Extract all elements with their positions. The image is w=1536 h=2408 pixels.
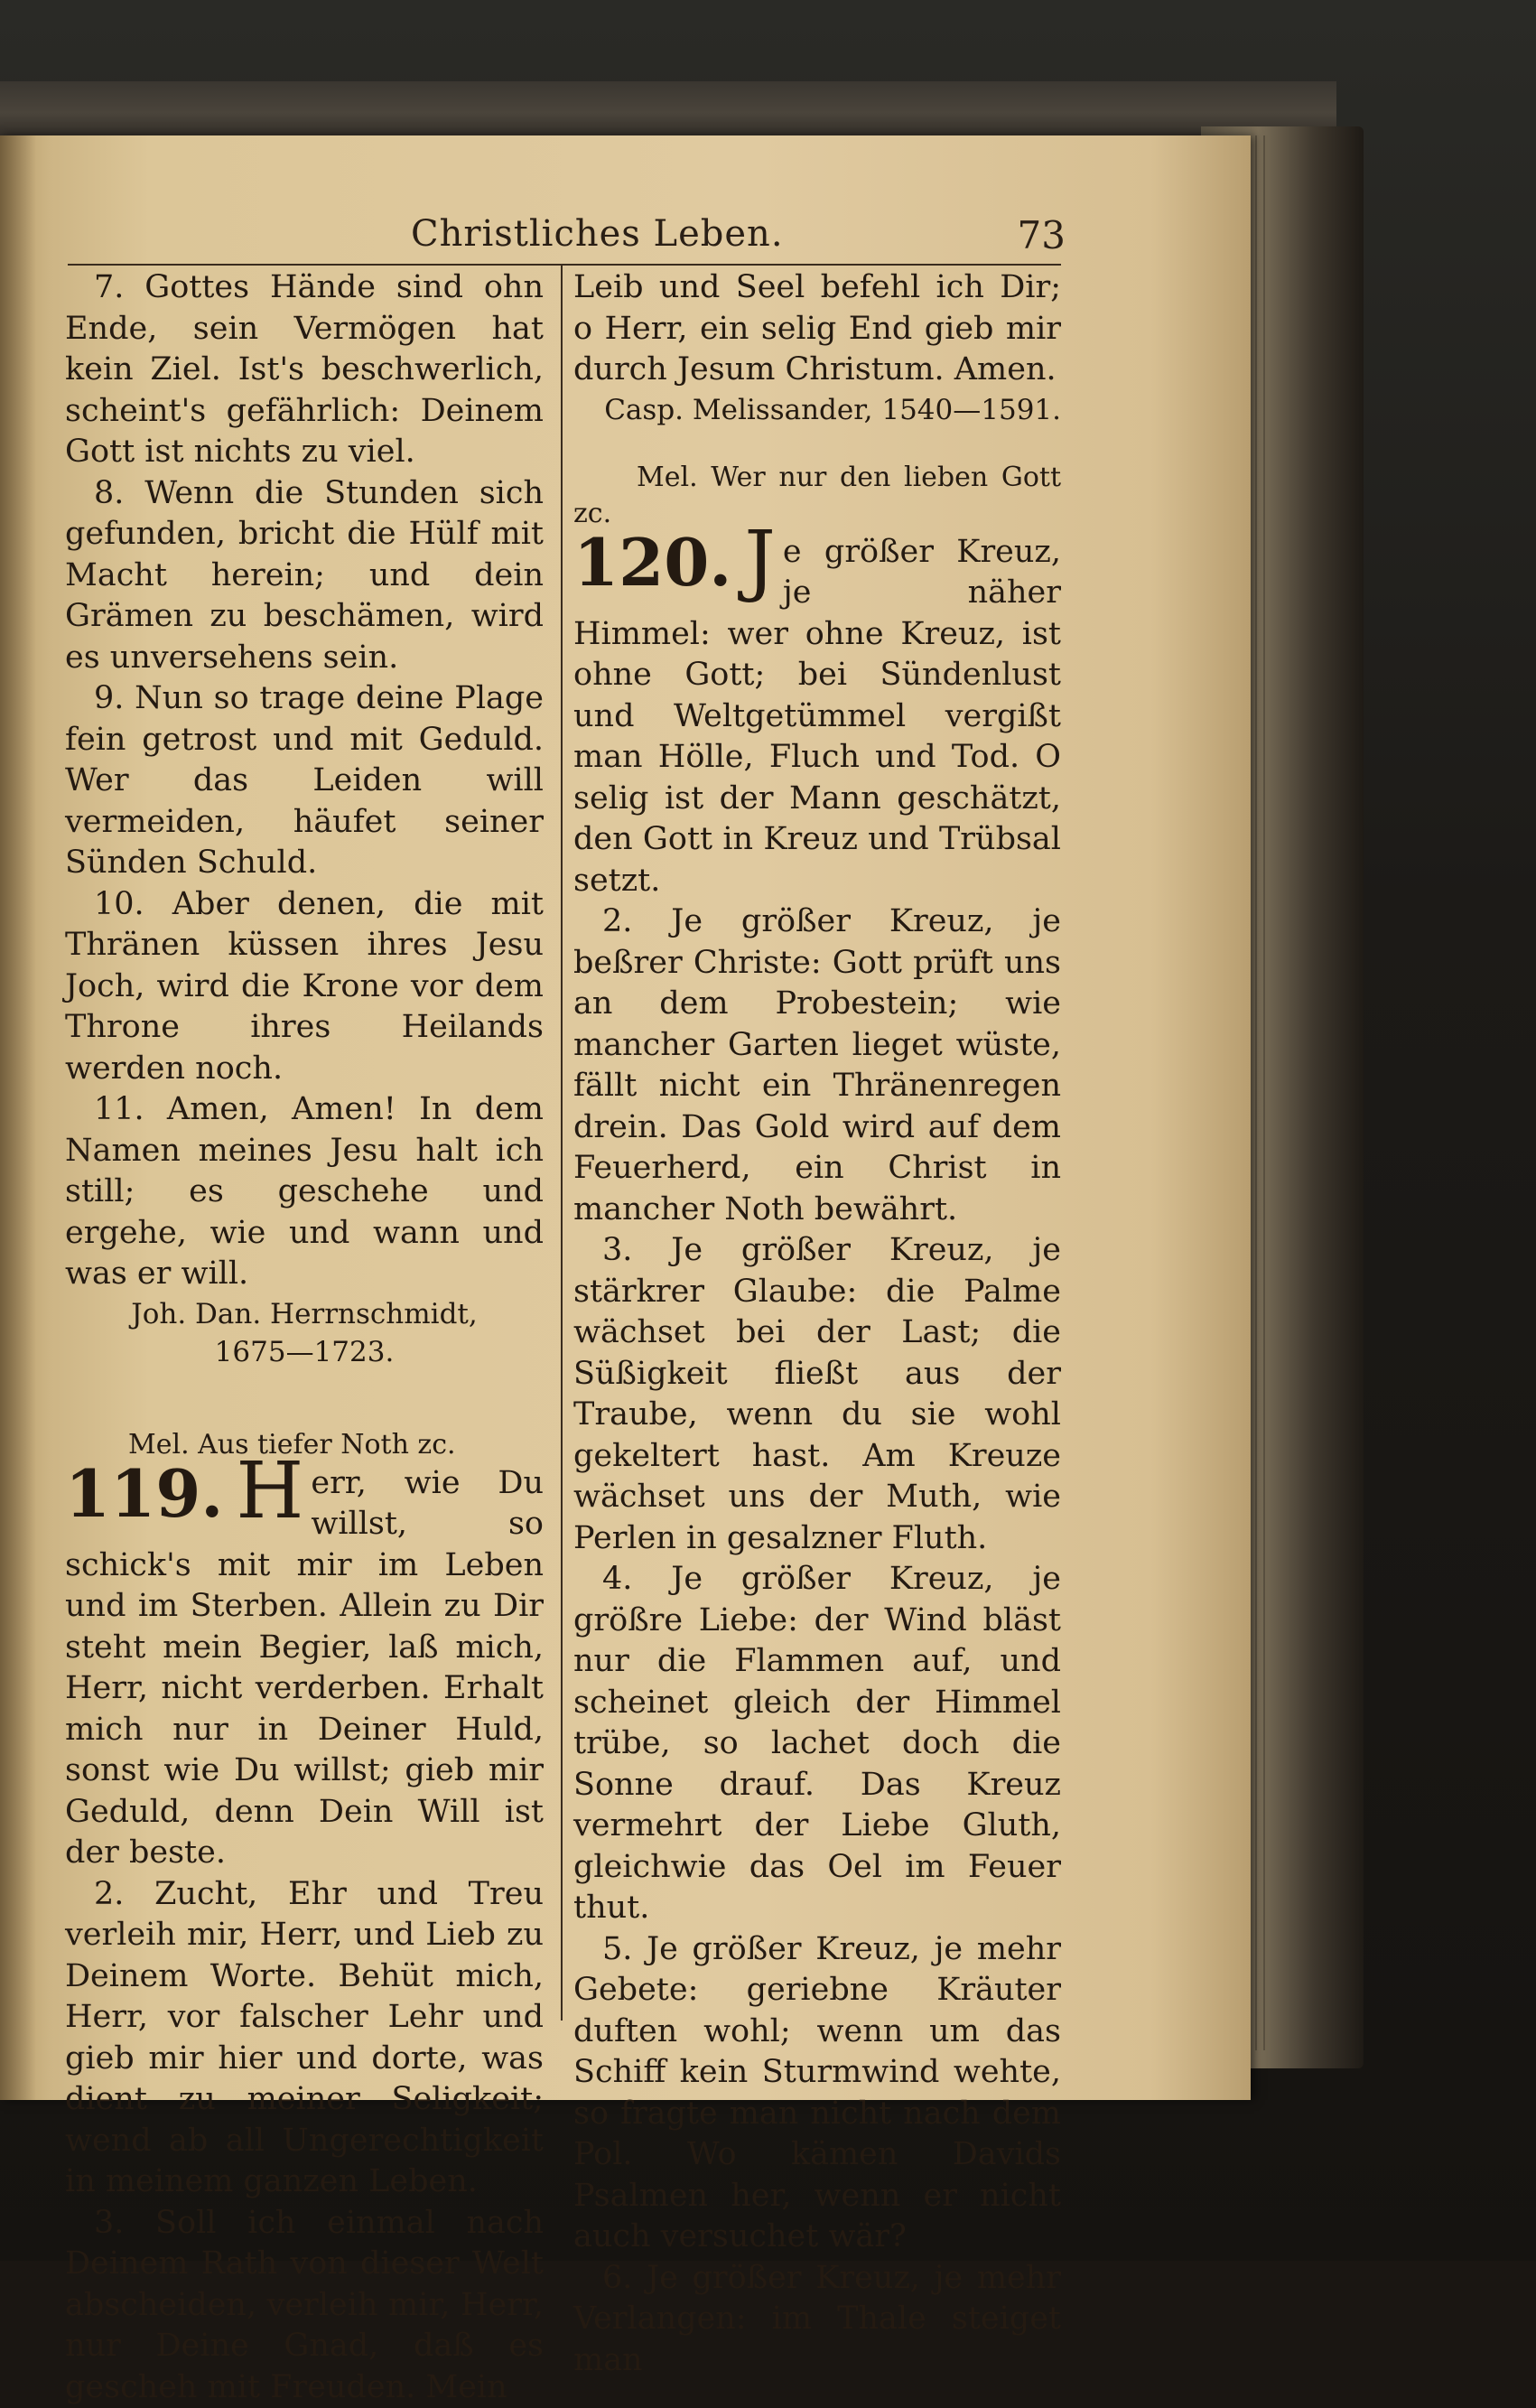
gutter-shadow — [0, 135, 36, 2100]
verse: 2. Zucht, Ehr und Treu verleih mir, Herr, und Lieb zu Deinem Worte. Behüt mich, Herr, vor falscher Lehr und gieb mir hier und dorte, was dient zu meiner Seligkeit; wend ab all Ungerechtigkeit in meinem ganzen Leben. — [65, 1874, 544, 2203]
column-divider — [561, 264, 563, 2021]
hymn-first-verse — [573, 532, 1061, 902]
drop-cap: J — [744, 528, 775, 592]
verse: 6. Je größer Kreuz, je mehr Verlangen: im Thale steiget man — [573, 2258, 1061, 2382]
drop-cap: H — [236, 1460, 303, 1523]
verse-text: err, wie Du willst, so schick's mit mir im Leben und im Sterben. Allein zu Dir steht mein Begier, laß mich, Herr, nicht verderben. Erhalt mich nur in Deiner Huld, sonst wie Du willst; gieb mir Geduld, denn Dein Will ist der beste. — [65, 1465, 544, 1871]
verse-continuation: Leib und Seel befehl ich Dir; o Herr, ein selig End gieb mir durch Jesum Christum. Amen. — [573, 267, 1061, 391]
right-column — [573, 267, 1061, 2381]
verse: 8. Wenn die Stunden sich gefunden, bricht die Hülf mit Macht herein; und dein Grämen zu beschämen, wird es unversehens sein. — [65, 473, 544, 679]
verse: 9. Nun so trage deine Plage fein getrost und mit Geduld. Wer das Leiden will vermeiden, häufet seiner Sünden Schuld. — [65, 678, 544, 884]
spacer — [573, 429, 1061, 460]
spacer — [65, 1371, 544, 1427]
running-header — [59, 213, 1066, 267]
verse: 3. Je größer Kreuz, je stärkrer Glaube: die Palme wächset bei der Last; die Süßigkeit fließt aus der Traube, wenn du sie wohl gekeltert hast. Am Kreuze wächset uns der Muth, wie Perlen in gesalzner Fluth. — [573, 1230, 1061, 1559]
hymn-number: 120. — [573, 536, 731, 590]
melody-line: Mel. Aus tiefer Noth zc. — [65, 1427, 544, 1463]
hymn-first-verse — [65, 1463, 544, 1874]
page-number: 73 — [1018, 213, 1066, 257]
verse: 10. Aber denen, die mit Thränen küssen ihres Jesu Joch, wird die Krone vor dem Throne ihres Heilands werden noch. — [65, 884, 544, 1090]
author-years: 1675—1723. — [65, 1333, 544, 1371]
author-attribution: Joh. Dan. Herrnschmidt, — [65, 1295, 544, 1333]
verse: 3. Soll ich einmal nach Deinem Rath von dieser Welt abscheiden, verleih mir, Herr, nur Deine Gnad, daß es gescheh mit Freuden. Mein — [65, 2203, 544, 2408]
hymn-number: 119. — [65, 1467, 223, 1521]
verse: 2. Je größer Kreuz, je beßrer Christe: Gott prüft uns an dem Probestein; wie mancher Garten lieget wüste, fällt nicht ein Thränenregen drein. Das Gold wird auf dem Feuerherd, ein Christ in mancher Noth bewährt. — [573, 901, 1061, 1230]
header-rule — [68, 264, 1061, 266]
running-title: Christliches Leben. — [411, 213, 784, 255]
left-column — [65, 267, 544, 2408]
verse: 5. Je größer Kreuz, je mehr Gebete: geriebne Kräuter duften wohl; wenn um das Schiff kein Sturmwind wehte, so fragte man nicht nach dem Pol. Wo kämen Davids Psalmen her, wenn er nicht auch versuchet wär? — [573, 1929, 1061, 2258]
verse: 11. Amen, Amen! In dem Namen meines Jesu halt ich still; es geschehe und ergehe, wie und wann und was er will. — [65, 1089, 544, 1295]
verse-text: e größer Kreuz, je näher Himmel: wer ohne Kreuz, ist ohne Gott; bei Sündenlust und Weltgetümmel vergißt man Hölle, Fluch und Tod. O selig ist der Mann geschätzt, den Gott in Kreuz und Trübsal setzt. — [573, 534, 1061, 899]
melody-line: Mel. Wer nur den lieben Gott zc. — [573, 460, 1061, 532]
verse: 4. Je größer Kreuz, je größre Liebe: der Wind bläst nur die Flammen auf, und scheinet gleich der Himmel trübe, so lachet doch die Sonne drauf. Das Kreuz vermehrt der Liebe Gluth, gleichwie das Oel im Feuer thut. — [573, 1559, 1061, 1929]
author-attribution: Casp. Melissander, 1540—1591. — [573, 391, 1061, 429]
verse: 7. Gottes Hände sind ohn Ende, sein Vermögen hat kein Ziel. Ist's beschwerlich, scheint's gefährlich: Deinem Gott ist nichts zu viel. — [65, 267, 544, 473]
